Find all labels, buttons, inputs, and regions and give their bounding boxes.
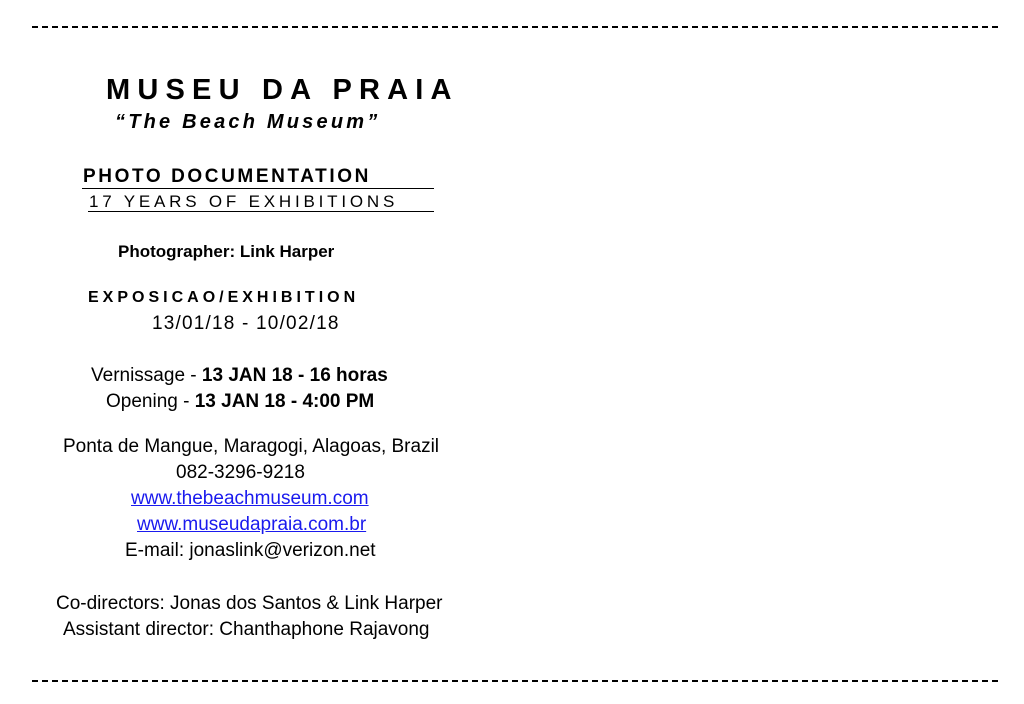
contact-email: E-mail: jonaslink@verizon.net xyxy=(125,540,376,561)
bottom-dashed-divider xyxy=(32,680,998,682)
top-dashed-divider xyxy=(32,26,998,28)
co-directors-credit: Co-directors: Jonas dos Santos & Link Harper xyxy=(56,593,443,614)
opening-value: 13 JAN 18 - 4:00 PM xyxy=(194,391,375,412)
museum-subtitle: “The Beach Museum” xyxy=(115,111,381,133)
opening-line xyxy=(106,392,374,411)
museum-phone: 082-3296-9218 xyxy=(176,462,305,483)
years-of-exhibitions-subheading: 17 YEARS OF EXHIBITIONS xyxy=(89,192,399,211)
photo-documentation-heading: PHOTO DOCUMENTATION xyxy=(83,166,371,187)
website-link-beachmuseum[interactable]: www.thebeachmuseum.com xyxy=(131,488,369,509)
vernissage-label: Vernissage - xyxy=(91,365,202,386)
photographer-credit: Photographer: Link Harper xyxy=(118,242,335,261)
vernissage-value: 13 JAN 18 - 16 horas xyxy=(201,365,388,386)
assistant-director-credit: Assistant director: Chanthaphone Rajavong xyxy=(63,619,430,640)
heading-underline xyxy=(82,188,434,189)
exhibition-heading: EXPOSICAO/EXHIBITION xyxy=(88,289,360,306)
exhibition-dates: 13/01/18 - 10/02/18 xyxy=(152,313,340,334)
website-link-museudapraia[interactable]: www.museudapraia.com.br xyxy=(137,514,367,535)
opening-label: Opening - xyxy=(106,391,195,412)
museum-address: Ponta de Mangue, Maragogi, Alagoas, Brazil xyxy=(63,436,440,457)
subheading-underline xyxy=(88,211,434,212)
museum-title: MUSEU DA PRAIA xyxy=(106,74,459,106)
vernissage-line xyxy=(91,366,388,385)
